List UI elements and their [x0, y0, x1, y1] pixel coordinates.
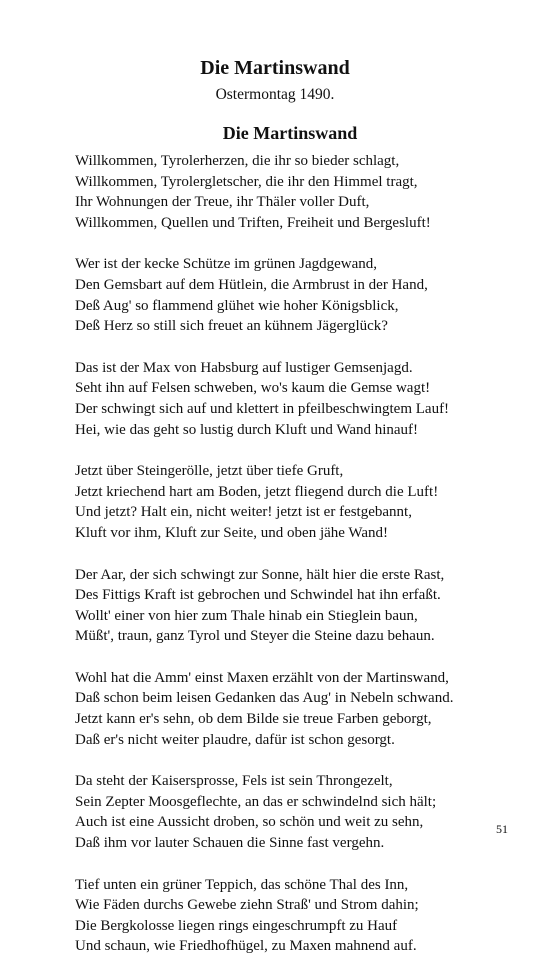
stanza [75, 254, 515, 336]
poem-title: Die Martinswand [222, 123, 358, 143]
poem-line: Daß ihm vor lauter Schauen die Sinne fast vergehn. [75, 835, 385, 852]
poem-line: Und jetzt? Halt ein, nicht weiter! jetzt ist er festgebannt, [75, 504, 412, 521]
poem-line: Der Aar, der sich schwingt zur Sonne, hält hier die erste Rast, [75, 566, 445, 583]
page-number: 51 [496, 822, 508, 836]
poem-line: Willkommen, Tyrolerherzen, die ihr so bieder schlagt, [75, 153, 400, 169]
poem-line: Wohl hat die Amm' einst Maxen erzählt von der Martinswand, [75, 669, 449, 686]
poem-line: Den Gemsbart auf dem Hütlein, die Armbrust in der Hand, [75, 276, 428, 293]
page-subtitle: Ostermontag 1490. [215, 86, 335, 103]
poem-line: Deß Herz so still sich freuet an kühnem Jägerglück? [75, 318, 388, 335]
stanza [75, 668, 515, 750]
poem-line: Der schwingt sich auf und klettert in pfeilbeschwingtem Lauf! [75, 400, 450, 417]
stanza [75, 875, 515, 957]
stanza [75, 151, 515, 233]
poem-line: Wollt' einer von hier zum Thale hinab ein Stieglein baun, [75, 607, 418, 624]
poem-line: Daß schon beim leisen Gedanken das Aug' in Nebeln schwand. [75, 690, 454, 707]
poem-line: Jetzt kriechend hart am Boden, jetzt fliegend durch die Luft! [75, 483, 439, 500]
poem-line: Jetzt über Steingerölle, jetzt über tiefe Gruft, [75, 463, 344, 480]
poem-line: Hei, wie das geht so lustig durch Kluft und Wand hinauf! [75, 421, 419, 438]
poem-line: Seht ihn auf Felsen schweben, wo's kaum die Gemse wagt! [75, 380, 431, 397]
poem-line: Kluft vor ihm, Kluft zur Seite, und oben jähe Wand! [75, 524, 389, 541]
stanza [75, 565, 515, 647]
poem-line: Wer ist der kecke Schütze im grünen Jagdgewand, [75, 256, 378, 273]
stanza [75, 771, 515, 853]
stanza [75, 358, 515, 440]
poem-line: Sein Zepter Moosgeflechte, an das er schwindelnd sich hält; [75, 793, 437, 810]
poem-line: Die Bergkolosse liegen rings eingeschrumpft zu Hauf [75, 917, 398, 934]
poem-body [75, 151, 515, 978]
poem-line: Da steht der Kaisersprosse, Fels ist sein Throngezelt, [75, 773, 393, 790]
poem-line: Willkommen, Quellen und Triften, Freiheit und Bergesluft! [75, 214, 431, 231]
poem-line: Ihr Wohnungen der Treue, ihr Thäler voller Duft, [75, 194, 370, 211]
stanza [75, 461, 515, 543]
poem-line: Müßt', traun, ganz Tyrol und Steyer die Steine dazu behaun. [75, 628, 435, 645]
poem-line: Willkommen, Tyrolergletscher, die ihr den Himmel tragt, [75, 173, 418, 190]
poem-line: Daß er's nicht weiter plaudre, dafür ist schon gesorgt. [75, 731, 395, 748]
poem-line: Tief unten ein grüner Teppich, das schöne Thal des Inn, [75, 876, 409, 893]
poem-line: Und schaun, wie Friedhofhügel, zu Maxen mahnend auf. [75, 938, 417, 955]
poem-line: Deß Aug' so flammend glühet wie hoher Königsblick, [75, 297, 399, 314]
poem-line: Wie Fäden durchs Gewebe ziehn Straß' und Strom dahin; [75, 897, 419, 914]
poem-line: Das ist der Max von Habsburg auf lustiger Gemsenjagd. [75, 359, 413, 376]
poem-line: Des Fittigs Kraft ist gebrochen und Schwindel hat ihn erfaßt. [75, 587, 441, 604]
poem-line: Auch ist eine Aussicht droben, so schön und weit zu sehn, [75, 814, 424, 831]
page-title: Die Martinswand [200, 57, 350, 79]
poem-line: Jetzt kann er's sehn, ob dem Bilde sie treue Farben geborgt, [75, 711, 432, 728]
